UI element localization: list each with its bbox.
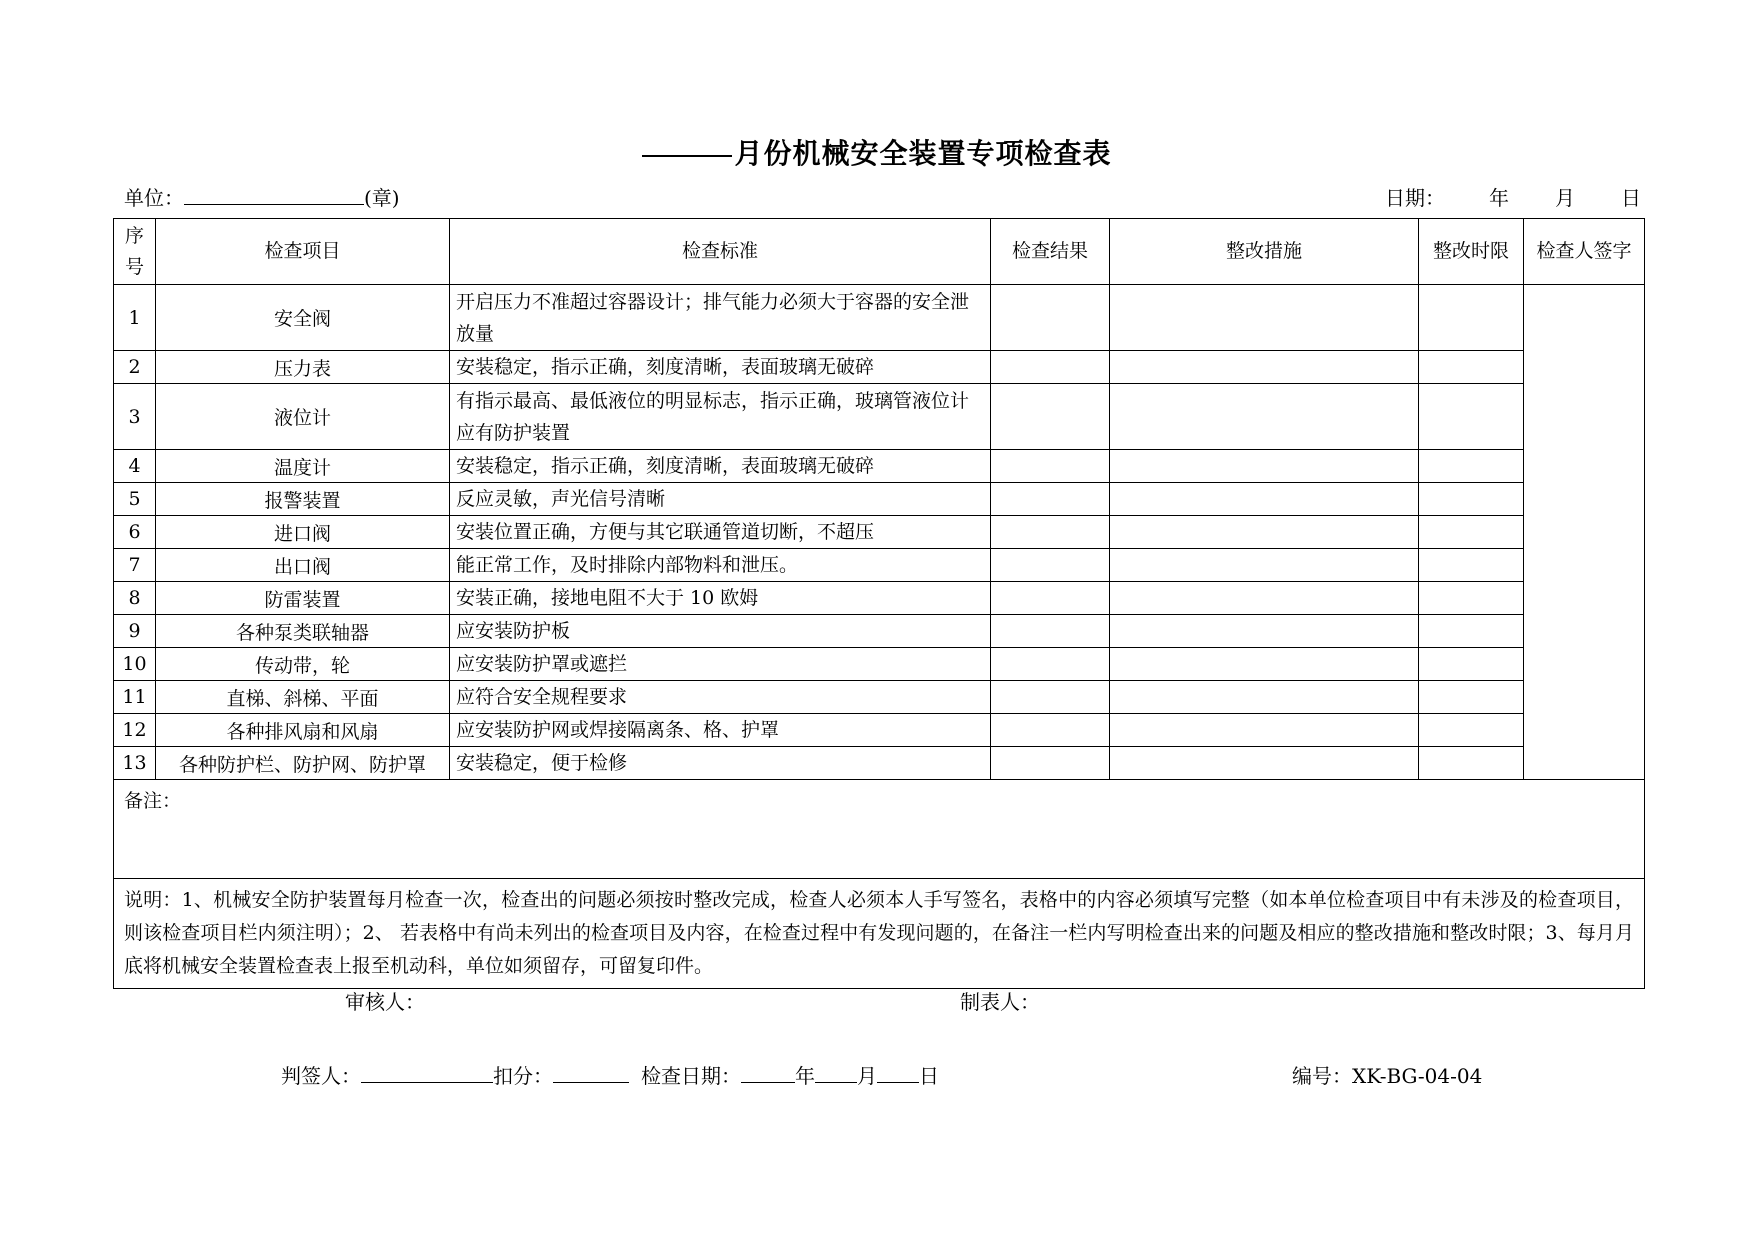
measure-cell[interactable]: [1110, 516, 1419, 549]
date-label: 日期：: [1385, 186, 1445, 210]
reviewer-label: 审核人：: [345, 990, 425, 1014]
row-standard: 应符合安全规程要求: [450, 681, 991, 714]
row-number: 9: [114, 615, 156, 648]
row-item: 报警装置: [156, 483, 450, 516]
date-year: 年: [1489, 186, 1509, 210]
notes-label: 备注：: [124, 790, 182, 812]
result-cell[interactable]: [991, 681, 1110, 714]
row-item: 液位计: [156, 384, 450, 450]
table-header-row: [114, 219, 1645, 285]
result-cell[interactable]: [991, 648, 1110, 681]
measure-cell[interactable]: [1110, 648, 1419, 681]
row-standard: 应安装防护板: [450, 615, 991, 648]
row-item: 各种排风扇和风扇: [156, 714, 450, 747]
row-item: 各种防护栏、防护网、防护罩: [156, 747, 450, 780]
table-row: [114, 450, 1645, 483]
row-item: 压力表: [156, 351, 450, 384]
row-item: 进口阀: [156, 516, 450, 549]
row-number: 2: [114, 351, 156, 384]
table-row: [114, 747, 1645, 780]
row-item: 安全阀: [156, 285, 450, 351]
deadline-cell[interactable]: [1419, 384, 1524, 450]
measure-cell[interactable]: [1110, 483, 1419, 516]
header-item: 检查项目: [156, 219, 450, 285]
result-cell[interactable]: [991, 483, 1110, 516]
reviewer-line: [345, 986, 425, 1015]
check-day: 日: [919, 1064, 939, 1088]
measure-cell[interactable]: [1110, 351, 1419, 384]
table-row: [114, 648, 1645, 681]
deduct-label: 扣分：: [493, 1064, 553, 1088]
result-cell[interactable]: [991, 714, 1110, 747]
result-cell[interactable]: [991, 516, 1110, 549]
row-standard: 安装稳定，便于检修: [450, 747, 991, 780]
deadline-cell[interactable]: [1419, 681, 1524, 714]
row-standard: 能正常工作，及时排除内部物料和泄压。: [450, 549, 991, 582]
inspection-table: [113, 218, 1645, 989]
judge-field[interactable]: [361, 1064, 493, 1083]
date-day: 日: [1621, 186, 1641, 210]
notes-cell[interactable]: [114, 780, 1645, 879]
table-row: [114, 516, 1645, 549]
table-row: [114, 615, 1645, 648]
page-title: [0, 132, 1754, 172]
deadline-cell[interactable]: [1419, 285, 1524, 351]
row-item: 各种泵类联轴器: [156, 615, 450, 648]
table-row: [114, 714, 1645, 747]
preparer-line: [960, 986, 1040, 1015]
measure-cell[interactable]: [1110, 747, 1419, 780]
row-number: 10: [114, 648, 156, 681]
table-row: [114, 549, 1645, 582]
deadline-cell[interactable]: [1419, 615, 1524, 648]
table-row: [114, 681, 1645, 714]
judge-label: 判签人：: [281, 1064, 361, 1088]
deadline-cell[interactable]: [1419, 483, 1524, 516]
explanation-text: 说明：1、机械安全防护装置每月检查一次，检查出的问题必须按时整改完成，检查人必须本人手写签名，表格中的内容必须填写完整（如本单位检查项目中有未涉及的检查项目，则该检查项目栏内须注明）；2、 若表格中有尚未列出的检查项目及内容，在检查过程中有发现问题的，在备注一栏内写明检查出来的问题及相应的整改措施和整改时限；3、每月月底将机械安全装置检查表上报至机动科，单位如须留存，可留复印件。: [114, 879, 1645, 989]
measure-cell[interactable]: [1110, 450, 1419, 483]
check-month: 月: [857, 1064, 877, 1088]
unit-label: 单位：: [124, 186, 184, 210]
measure-cell[interactable]: [1110, 714, 1419, 747]
row-standard: 安装位置正确，方便与其它联通管道切断，不超压: [450, 516, 991, 549]
result-cell[interactable]: [991, 384, 1110, 450]
row-item: 温度计: [156, 450, 450, 483]
deadline-cell[interactable]: [1419, 714, 1524, 747]
deadline-cell[interactable]: [1419, 747, 1524, 780]
header-deadline: 整改时限: [1419, 219, 1524, 285]
deadline-cell[interactable]: [1419, 549, 1524, 582]
row-number: 12: [114, 714, 156, 747]
row-standard: 反应灵敏，声光信号清晰: [450, 483, 991, 516]
check-date-label: 检查日期：: [641, 1064, 741, 1088]
date-month: 月: [1555, 186, 1575, 210]
measure-cell[interactable]: [1110, 615, 1419, 648]
explanation-row: [114, 879, 1645, 989]
table-row: [114, 384, 1645, 450]
check-day-field[interactable]: [877, 1064, 919, 1083]
measure-cell[interactable]: [1110, 582, 1419, 615]
table-row: [114, 483, 1645, 516]
deadline-cell[interactable]: [1419, 582, 1524, 615]
row-standard: 应安装防护罩或遮拦: [450, 648, 991, 681]
check-month-field[interactable]: [815, 1064, 857, 1083]
deadline-cell[interactable]: [1419, 648, 1524, 681]
row-item: 传动带，轮: [156, 648, 450, 681]
check-year-field[interactable]: [741, 1064, 795, 1083]
date-line: [1385, 186, 1641, 210]
unit-stamp: (章): [364, 186, 400, 210]
table-row: [114, 285, 1645, 351]
row-standard: 安装正确，接地电阻不大于 10 欧姆: [450, 582, 991, 615]
header-seq: 序号: [114, 219, 156, 285]
row-number: 13: [114, 747, 156, 780]
table-row: [114, 351, 1645, 384]
measure-cell[interactable]: [1110, 549, 1419, 582]
result-cell[interactable]: [991, 351, 1110, 384]
row-standard: 有指示最高、最低液位的明显标志，指示正确，玻璃管液位计应有防护装置: [450, 384, 991, 450]
row-item: 直梯、斜梯、平面: [156, 681, 450, 714]
deadline-cell[interactable]: [1419, 516, 1524, 549]
row-standard: 安装稳定，指示正确，刻度清晰，表面玻璃无破碎: [450, 351, 991, 384]
deduct-field[interactable]: [553, 1064, 629, 1083]
row-standard: 开启压力不准超过容器设计；排气能力必须大于容器的安全泄放量: [450, 285, 991, 351]
row-standard: 应安装防护网或焊接隔离条、格、护罩: [450, 714, 991, 747]
check-year: 年: [795, 1064, 815, 1088]
measure-cell[interactable]: [1110, 285, 1419, 351]
form-code: 编号：XK-BG-04-04: [1292, 1064, 1483, 1088]
row-number: 3: [114, 384, 156, 450]
row-number: 8: [114, 582, 156, 615]
row-number: 1: [114, 285, 156, 351]
deadline-cell[interactable]: [1419, 351, 1524, 384]
inspector-signature-cell[interactable]: [1524, 285, 1645, 780]
month-blank[interactable]: [642, 155, 732, 157]
result-cell[interactable]: [991, 582, 1110, 615]
deadline-cell[interactable]: [1419, 450, 1524, 483]
result-cell[interactable]: [991, 285, 1110, 351]
measure-cell[interactable]: [1110, 681, 1419, 714]
title-text: 月份机械安全装置专项检查表: [734, 137, 1112, 170]
unit-line: [124, 186, 400, 210]
row-item: 防雷装置: [156, 582, 450, 615]
row-number: 11: [114, 681, 156, 714]
row-item: 出口阀: [156, 549, 450, 582]
header-inspector: 检查人签字: [1524, 219, 1645, 285]
result-cell[interactable]: [991, 450, 1110, 483]
result-cell[interactable]: [991, 549, 1110, 582]
table-row: [114, 582, 1645, 615]
measure-cell[interactable]: [1110, 384, 1419, 450]
row-number: 6: [114, 516, 156, 549]
row-standard: 安装稳定，指示正确，刻度清晰，表面玻璃无破碎: [450, 450, 991, 483]
unit-field[interactable]: [184, 186, 364, 205]
notes-row: [114, 780, 1645, 879]
judge-line: [281, 1060, 939, 1089]
header-standard: 检查标准: [450, 219, 991, 285]
row-number: 5: [114, 483, 156, 516]
preparer-label: 制表人：: [960, 990, 1040, 1014]
result-cell[interactable]: [991, 615, 1110, 648]
header-measure: 整改措施: [1110, 219, 1419, 285]
result-cell[interactable]: [991, 747, 1110, 780]
header-result: 检查结果: [991, 219, 1110, 285]
row-number: 7: [114, 549, 156, 582]
row-number: 4: [114, 450, 156, 483]
